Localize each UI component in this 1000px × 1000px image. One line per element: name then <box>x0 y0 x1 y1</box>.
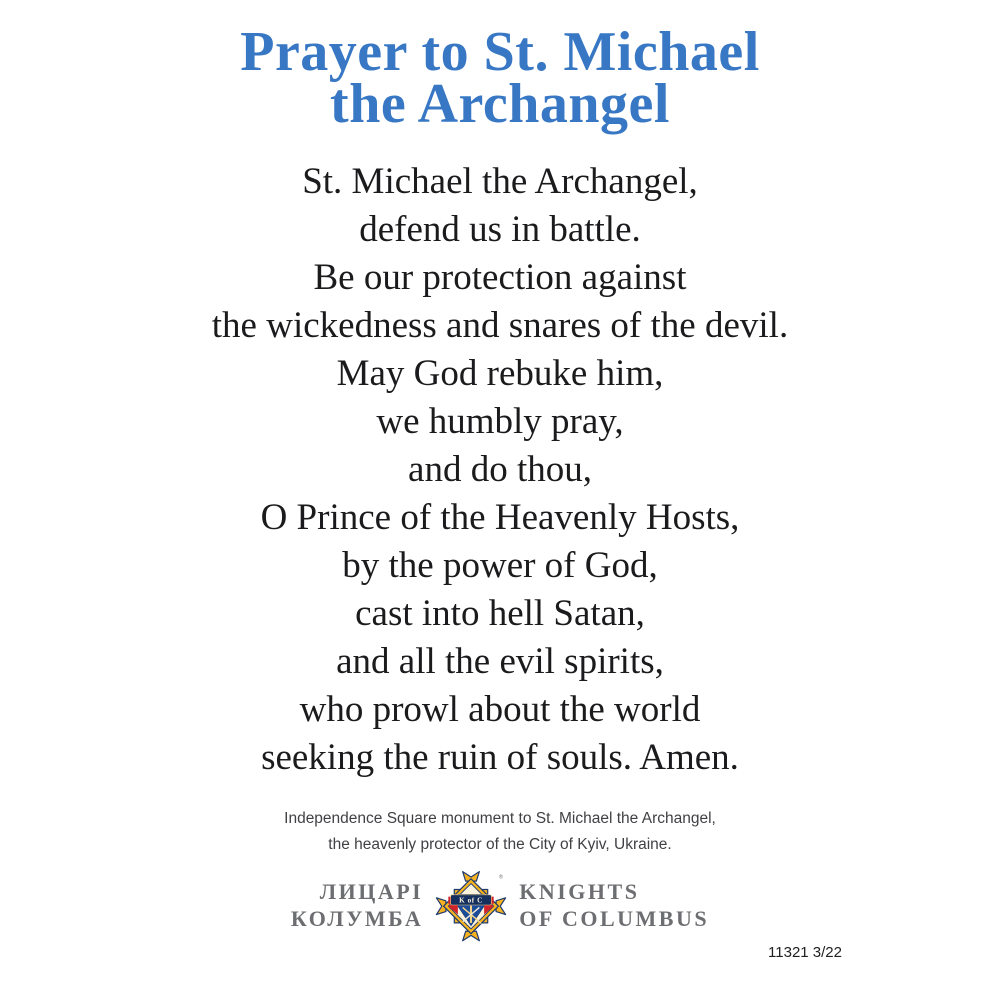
prayer-line: and all the evil spirits, <box>336 641 664 682</box>
photo-caption <box>0 806 1000 858</box>
prayer-text <box>0 158 1000 782</box>
prayer-line: St. Michael the Archangel, <box>302 161 698 202</box>
prayer-line: the wickedness and snares of the devil. <box>211 305 789 346</box>
item-number: 11321 3/22 <box>768 944 842 961</box>
title-line-2: the Archangel <box>330 73 670 135</box>
registered-trademark-icon: ® <box>499 874 504 881</box>
kofc-logo <box>0 868 1000 942</box>
prayer-line: cast into hell Satan, <box>355 593 645 634</box>
prayer-line: who prowl about the world <box>299 689 701 730</box>
prayer-line: seeking the ruin of souls. Amen. <box>261 737 739 778</box>
caption-line-2: the heavenly protector of the City of Kyiv, Ukraine. <box>328 836 672 853</box>
logo-text-english <box>519 878 709 932</box>
logo-en-line-1: KNIGHTS <box>519 879 640 904</box>
prayer-line: and do thou, <box>408 449 592 490</box>
prayer-line: by the power of God, <box>342 545 658 586</box>
logo-uk-line-2: КОЛУМБА <box>290 906 424 931</box>
logo-uk-line-1: ЛИЦАРІ <box>319 879 424 904</box>
page-title <box>0 21 1000 135</box>
prayer-line: we humbly pray, <box>376 401 624 442</box>
caption-line-1: Independence Square monument to St. Michael the Archangel, <box>284 810 716 827</box>
kofc-emblem-icon <box>435 868 507 942</box>
logo-text-ukrainian <box>291 878 423 932</box>
prayer-line: Be our protection against <box>313 257 687 298</box>
logo-en-line-2: OF COLUMBUS <box>519 906 710 931</box>
prayer-line: May God rebuke him, <box>336 353 664 394</box>
prayer-line: defend us in battle. <box>359 209 641 250</box>
title-line-1: Prayer to St. Michael <box>240 21 760 83</box>
emblem-monogram: K of C <box>459 896 484 905</box>
prayer-line: O Prince of the Heavenly Hosts, <box>260 497 740 538</box>
